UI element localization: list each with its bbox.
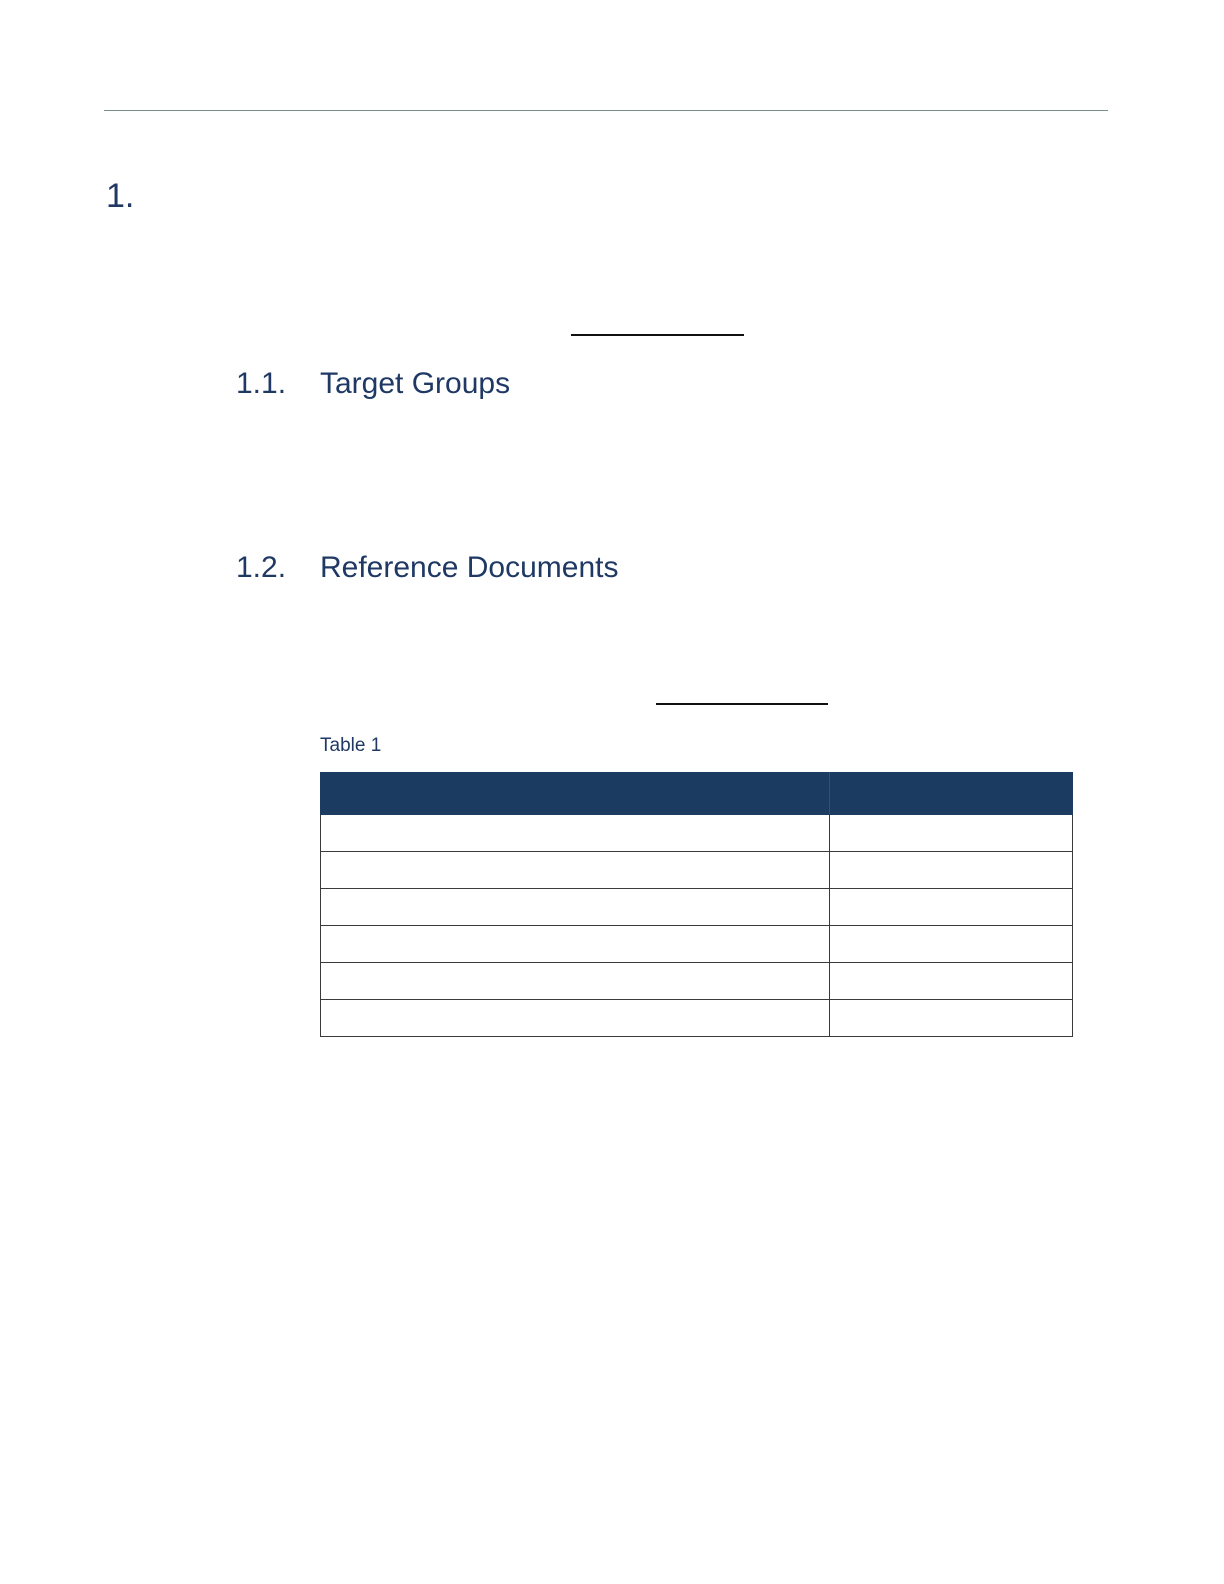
table-row xyxy=(321,852,1073,889)
table-cell xyxy=(321,815,830,852)
table-cell xyxy=(321,963,830,1000)
table-cell xyxy=(321,926,830,963)
section-number: 1.1. xyxy=(236,367,287,400)
table-cell xyxy=(830,815,1073,852)
section-number: 1.2. xyxy=(236,551,287,584)
table-header-row xyxy=(321,773,1073,815)
table-row xyxy=(321,926,1073,963)
table-cell xyxy=(321,1000,830,1037)
table-cell xyxy=(830,889,1073,926)
table-row xyxy=(321,1000,1073,1037)
chapter-number: 1. xyxy=(106,177,135,215)
section-title: Reference Documents xyxy=(320,551,619,584)
table-header-cell xyxy=(321,773,830,815)
table-cell xyxy=(830,926,1073,963)
table-cell xyxy=(321,852,830,889)
table-row xyxy=(321,815,1073,852)
table-row xyxy=(321,963,1073,1000)
reference-documents-table xyxy=(320,772,1073,1037)
table-header-cell xyxy=(830,773,1073,815)
blank-underline xyxy=(656,703,828,705)
blank-underline xyxy=(571,334,744,336)
header-divider xyxy=(104,110,1108,111)
table-row xyxy=(321,889,1073,926)
section-heading-reference-documents xyxy=(236,550,618,586)
table-cell xyxy=(830,852,1073,889)
table-cell xyxy=(830,1000,1073,1037)
section-heading-target-groups xyxy=(236,366,510,402)
table-cell xyxy=(321,889,830,926)
section-title: Target Groups xyxy=(320,367,511,400)
table-cell xyxy=(830,963,1073,1000)
table-caption: Table 1 xyxy=(320,735,382,756)
